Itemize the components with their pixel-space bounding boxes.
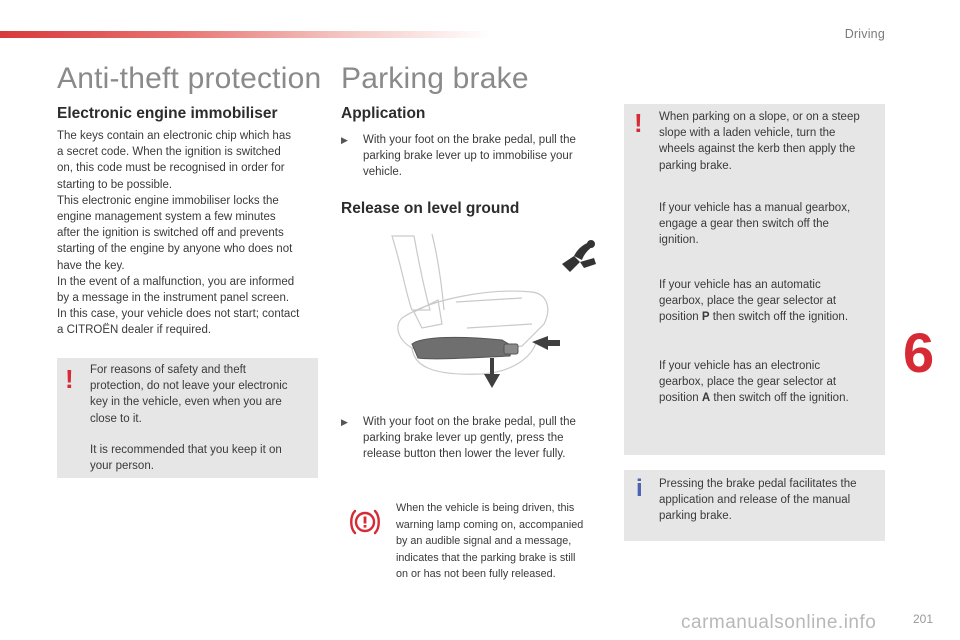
triangle-bullet-icon: ▶ bbox=[341, 135, 348, 145]
release-heading: Release on level ground bbox=[341, 200, 520, 217]
lamp-line: on or has not been fully released. bbox=[396, 568, 556, 580]
parking-warning-block-1 bbox=[659, 109, 881, 174]
parking-brake-illustration bbox=[372, 228, 562, 396]
paragraph-line: have the key. bbox=[57, 259, 125, 272]
application-line: vehicle. bbox=[363, 166, 402, 179]
paragraph-line: This electronic engine immobiliser locks the bbox=[57, 194, 279, 207]
application-heading: Application bbox=[341, 105, 426, 122]
warning-text-fragment: then switch off the ignition. bbox=[709, 311, 849, 324]
paragraph-line: In the event of a malfunction, you are informed bbox=[57, 275, 295, 288]
application-line: With your foot on the brake pedal, pull the bbox=[363, 134, 576, 146]
section-label: Driving bbox=[844, 27, 885, 41]
warning-text-fragment: then switch off the ignition. bbox=[710, 392, 849, 405]
release-line: With your foot on the brake pedal, pull the bbox=[363, 416, 576, 428]
chapter-number: 6 bbox=[903, 321, 935, 384]
parking-warning-block-2 bbox=[659, 200, 881, 249]
warning-line: parking brake. bbox=[659, 159, 732, 172]
paragraph-line: after the ignition is switched off and prevents bbox=[57, 227, 284, 240]
warning-line: It is recommended that you keep it on bbox=[90, 444, 282, 456]
application-bullet bbox=[341, 132, 611, 182]
warning-text-1 bbox=[90, 362, 315, 427]
warning-line: protection, do not leave your electronic bbox=[90, 380, 288, 393]
paragraph-line: In this case, your vehicle does not start; contact bbox=[57, 308, 300, 321]
parking-warning-box bbox=[624, 104, 885, 455]
lamp-line: indicates that the parking brake is still bbox=[396, 551, 576, 564]
warning-line: If your vehicle has a manual gearbox, bbox=[659, 202, 851, 214]
watermark: carmanualsonline.info bbox=[681, 612, 877, 633]
header-accent-bar bbox=[0, 31, 490, 38]
warning-line: slope with a laden vehicle, turn the bbox=[659, 127, 836, 140]
paragraph-line: starting of the engine by anyone who does not bbox=[57, 243, 293, 256]
paragraph-line: starting to be possible. bbox=[57, 178, 173, 191]
immobiliser-heading: Electronic engine immobiliser bbox=[57, 105, 278, 122]
warning-lamp-text bbox=[396, 500, 611, 583]
paragraph-line: The keys contain an electronic chip which has bbox=[57, 130, 291, 142]
warning-line: gearbox, place the gear selector at bbox=[659, 376, 837, 389]
info-line: Pressing the brake pedal facilitates the bbox=[659, 478, 857, 490]
parking-brake-warning-lamp-icon bbox=[348, 508, 382, 536]
warning-line: key in the vehicle, even when you are bbox=[90, 396, 282, 409]
exclamation-icon: ! bbox=[634, 108, 643, 138]
warning-line: For reasons of safety and theft bbox=[90, 364, 246, 376]
hand-lever-icon bbox=[560, 238, 600, 274]
immobiliser-paragraph bbox=[57, 128, 322, 339]
release-line: release button then lower the lever fully. bbox=[363, 448, 566, 461]
paragraph-line: on, this code must be recognised in order for bbox=[57, 162, 285, 175]
warning-line bbox=[659, 390, 881, 406]
parking-info-box bbox=[624, 470, 885, 541]
paragraph-line: engine management system a few minutes bbox=[57, 211, 276, 224]
warning-line: wheels against the kerb then apply the bbox=[659, 143, 856, 156]
parking-warning-block-4 bbox=[659, 358, 881, 407]
paragraph-line: a CITROËN dealer if required. bbox=[57, 324, 212, 337]
lamp-line: by an audible signal and a message, bbox=[396, 535, 572, 547]
gear-position-a: A bbox=[701, 392, 711, 405]
paragraph-line: a secret code. When the ignition is switched bbox=[57, 146, 281, 159]
info-text bbox=[659, 476, 881, 525]
warning-text-2 bbox=[90, 442, 315, 474]
application-line: parking brake lever up to immobilise your bbox=[363, 150, 573, 163]
anti-theft-warning-box bbox=[57, 358, 318, 478]
warning-line: If your vehicle has an electronic bbox=[659, 360, 821, 372]
parking-warning-block-3 bbox=[659, 277, 881, 326]
exclamation-icon: ! bbox=[65, 364, 74, 394]
warning-line: When parking on a slope, or on a steep bbox=[659, 111, 860, 123]
release-line: parking brake lever up gently, press the bbox=[363, 432, 564, 445]
warning-line: close to it. bbox=[90, 412, 142, 425]
triangle-bullet-icon: ▶ bbox=[341, 417, 348, 427]
info-line: application and release of the manual bbox=[659, 494, 851, 507]
warning-text-fragment: position bbox=[659, 311, 702, 324]
info-line: parking brake. bbox=[659, 510, 732, 523]
release-bullet bbox=[341, 414, 616, 464]
gear-position-p: P bbox=[701, 311, 710, 324]
parking-brake-title: Parking brake bbox=[341, 62, 529, 95]
anti-theft-title: Anti-theft protection bbox=[57, 62, 322, 95]
warning-line: your person. bbox=[90, 460, 154, 473]
warning-line: ignition. bbox=[659, 234, 699, 247]
warning-line: engage a gear then switch off the bbox=[659, 218, 829, 231]
lamp-line: warning lamp coming on, accompanied bbox=[396, 518, 584, 531]
warning-text-fragment: position bbox=[659, 392, 702, 405]
warning-line bbox=[659, 309, 881, 325]
lamp-line: When the vehicle is being driven, this bbox=[396, 502, 575, 514]
info-icon: i bbox=[636, 475, 643, 502]
paragraph-line: by a message in the instrument panel screen. bbox=[57, 292, 290, 305]
warning-line: gearbox, place the gear selector at bbox=[659, 295, 837, 308]
warning-line: If your vehicle has an automatic bbox=[659, 279, 821, 291]
page-number: 201 bbox=[913, 612, 934, 626]
